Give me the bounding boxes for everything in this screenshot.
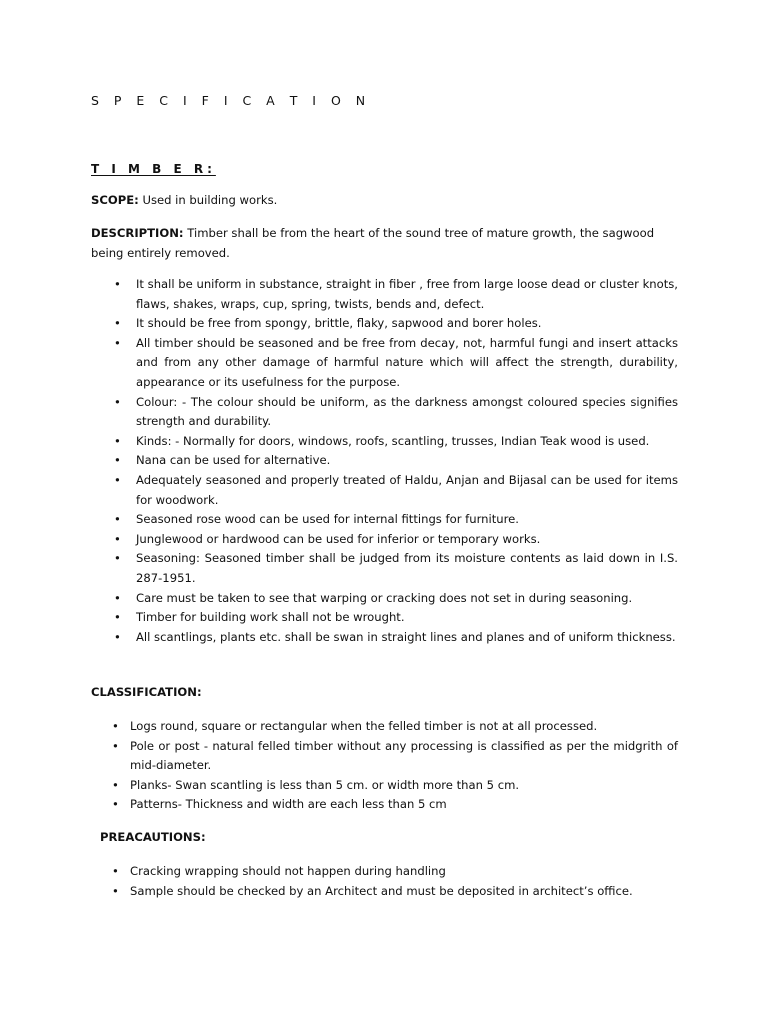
bullet-icon: • xyxy=(114,629,121,644)
precaution-item-text: Cracking wrapping should not happen during handling xyxy=(130,864,446,878)
classification-item-text: Logs round, square or rectangular when the felled timber is not at all processed. xyxy=(130,719,598,733)
classification-item-text: Planks- Swan scantling is less than 5 cm. or width more than 5 cm. xyxy=(130,777,520,792)
bullet-icon: • xyxy=(112,777,119,792)
description-text: Timber shall be from the heart of the sound tree of mature growth, the sagwood being entirely removed. xyxy=(91,226,655,260)
timber-point-text: Care must be taken to see that warping or cracking does not set in during seasoning. xyxy=(136,590,633,605)
timber-point-text: Seasoning: Seasoned timber shall be judged from its moisture contents as laid down in I.S. 287-1951. xyxy=(136,551,678,585)
bullet-icon: • xyxy=(114,610,121,625)
timber-point-text: Colour: - The colour should be uniform, as the darkness amongst coloured species signifies strength and durability. xyxy=(136,394,678,429)
bullet-icon: • xyxy=(114,551,121,566)
timber-point-text: Adequately seasoned and properly treated of Haldu, Anjan and Bijasal can be used for items for woodwork. xyxy=(136,472,678,507)
scope-paragraph xyxy=(91,191,678,211)
timber-point-text: Kinds: - Normally for doors, windows, roofs, scantling, trusses, Indian Teak wood is used. xyxy=(136,433,650,448)
precautions-list xyxy=(112,862,678,901)
timber-point-text: Timber for building work shall not be wrought. xyxy=(136,610,405,625)
bullet-icon: • xyxy=(114,335,121,350)
bullet-icon: • xyxy=(114,433,121,448)
timber-point-text: Seasoned rose wood can be used for internal fittings for furniture. xyxy=(136,512,519,527)
classification-item xyxy=(112,776,678,796)
classification-item xyxy=(112,737,678,776)
section-heading-timber: T I M B E R: xyxy=(91,162,216,176)
classification-item-text: Pole or post - natural felled timber without any processing is classified as per the midgrith of mid-diameter. xyxy=(130,738,678,773)
precaution-item xyxy=(112,882,678,902)
timber-point-text: Junglewood or hardwood can be used for inferior or temporary works. xyxy=(136,531,541,546)
timber-point xyxy=(112,275,678,314)
precautions-heading: PREACAUTIONS: xyxy=(100,830,206,844)
description-label: DESCRIPTION: xyxy=(91,226,184,240)
bullet-icon: • xyxy=(112,738,119,753)
bullet-icon: • xyxy=(114,472,121,487)
timber-point xyxy=(112,530,678,550)
timber-point xyxy=(112,393,678,432)
timber-point xyxy=(112,510,678,530)
bullet-icon: • xyxy=(114,277,121,291)
bullet-icon: • xyxy=(112,883,119,898)
timber-point xyxy=(112,432,678,452)
timber-point xyxy=(112,589,678,609)
bullet-icon: • xyxy=(112,719,119,733)
timber-point xyxy=(112,471,678,510)
bullet-icon: • xyxy=(114,453,121,468)
timber-point-text: It should be free from spongy, brittle, flaky, sapwood and borer holes. xyxy=(136,316,542,331)
description-paragraph xyxy=(91,224,678,263)
timber-point-text: It shall be uniform in substance, straight in fiber , free from large loose dead or cluster knots, flaws, shakes, wraps, cup, spring, twists, bends and, defect. xyxy=(136,277,678,311)
scope-text: Used in building works. xyxy=(142,193,278,207)
classification-item xyxy=(112,795,678,815)
precaution-item-text: Sample should be checked by an Architect and must be deposited in architect’s office. xyxy=(130,883,633,898)
timber-point xyxy=(112,549,678,588)
bullet-icon: • xyxy=(114,512,121,527)
timber-point-text: Nana can be used for alternative. xyxy=(136,453,331,468)
classification-item-text: Patterns- Thickness and width are each less than 5 cm xyxy=(130,797,447,812)
classification-item xyxy=(112,717,678,737)
bullet-icon: • xyxy=(112,797,119,812)
timber-point xyxy=(112,608,678,628)
precaution-item xyxy=(112,862,678,882)
timber-points-list xyxy=(112,275,678,647)
classification-heading: CLASSIFICATION: xyxy=(91,685,202,699)
timber-point xyxy=(112,628,678,648)
classification-list xyxy=(112,717,678,815)
timber-point xyxy=(112,451,678,471)
bullet-icon: • xyxy=(114,394,121,409)
bullet-icon: • xyxy=(114,531,121,546)
bullet-icon: • xyxy=(114,590,121,605)
bullet-icon: • xyxy=(112,864,119,878)
timber-point xyxy=(112,334,678,393)
bullet-icon: • xyxy=(114,316,121,331)
page-title: S P E C I F I C A T I O N xyxy=(91,93,371,108)
scope-label: SCOPE: xyxy=(91,193,139,207)
timber-point xyxy=(112,314,678,334)
timber-point-text: All timber should be seasoned and be free from decay, not, harmful fungi and insert attacks and from any other damage of harmful nature which will affect the strength, durability, appearance or its usefulness for the purpose. xyxy=(136,335,678,389)
timber-point-text: All scantlings, plants etc. shall be swan in straight lines and planes and of uniform thickness. xyxy=(136,629,676,644)
